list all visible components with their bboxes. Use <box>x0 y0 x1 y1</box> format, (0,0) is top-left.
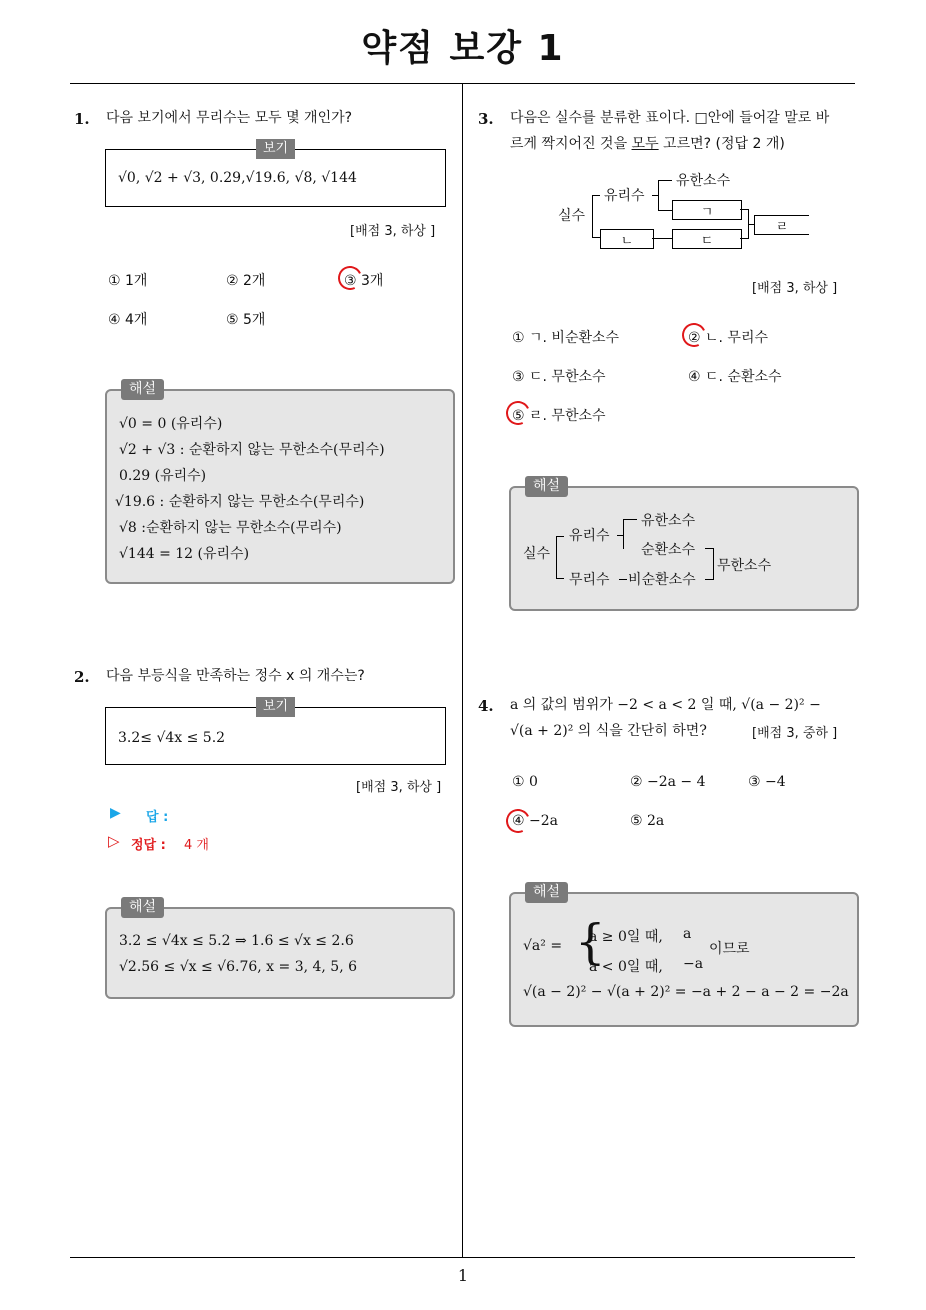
correct-label: 정답 : <box>131 838 166 853</box>
explanation-box <box>105 899 455 999</box>
choice-2[interactable]: ② −2a − 4 <box>630 774 706 790</box>
diagram-line <box>658 180 659 210</box>
diagram-line <box>652 238 672 239</box>
explanation-case-value: a <box>683 926 692 942</box>
choice-5[interactable]: ⑤ 5개 <box>226 312 266 328</box>
question-number: 3. <box>478 110 494 128</box>
bogi-label: 보기 <box>256 697 295 717</box>
choice-1[interactable]: ① 1개 <box>108 273 148 289</box>
explanation-label: 해설 <box>525 476 568 497</box>
blank-box: ㄴ <box>600 229 654 249</box>
bogi-box <box>105 141 446 207</box>
question-number: 2. <box>74 668 90 686</box>
score: [배점 3, 하상 ] <box>350 224 436 239</box>
explanation-box <box>509 884 859 1027</box>
explanation-box <box>105 381 455 584</box>
question-number: 1. <box>74 110 90 128</box>
diagram-line <box>658 180 672 181</box>
diagram-line <box>619 579 627 580</box>
diagram-label: 유한소수 <box>641 513 696 529</box>
explanation-line: √0 = 0 (유리수) <box>119 416 223 432</box>
explanation-case: a < 0일 때, <box>589 959 663 975</box>
answer-label: 답 : <box>146 810 169 825</box>
diagram-line <box>740 238 748 239</box>
explanation-case-value: −a <box>683 956 704 972</box>
diagram-label: 유리수 <box>604 188 645 204</box>
choice-4[interactable]: ④ 4개 <box>108 312 148 328</box>
question-number: 4. <box>478 697 494 715</box>
explanation-box <box>509 478 859 611</box>
question-text: 다음 보기에서 무리수는 모두 몇 개인가? <box>106 110 353 126</box>
diagram-line <box>705 579 713 580</box>
choice-5[interactable]: ⑤ 2a <box>630 813 665 829</box>
diagram-label: 유한소수 <box>676 173 731 189</box>
diagram-line <box>658 210 672 211</box>
diagram-line <box>592 195 593 237</box>
diagram-line <box>592 195 600 196</box>
diagram-label: 무한소수 <box>717 558 772 574</box>
choice-3[interactable]: ③ −4 <box>748 774 786 790</box>
diagram-line <box>705 548 713 549</box>
question-text-line-2: 르게 짝지어진 것을 모두 고르면? (정답 2 개) <box>510 136 785 152</box>
blank-box: ㄱ <box>672 200 742 220</box>
play-icon: ▶ <box>110 805 121 821</box>
bogi-label: 보기 <box>256 139 295 159</box>
bogi-content: 3.2≤ √4x ≤ 5.2 <box>118 730 226 746</box>
bogi-box <box>105 699 446 765</box>
diagram-line <box>623 519 637 520</box>
score: [배점 3, 하상 ] <box>356 780 442 795</box>
question-text: 다음은 실수를 분류한 표이다. □안에 들어갈 말로 바 <box>510 110 830 126</box>
explanation-text: 이므로 <box>709 941 750 957</box>
question-text-line-2: √(a + 2)² 의 식을 간단히 하면? <box>510 723 707 739</box>
choice-2[interactable]: ② 2개 <box>226 273 266 289</box>
diagram-label: 실수 <box>523 546 551 562</box>
explanation-lhs: √a² = <box>523 938 563 954</box>
diagram-label: 유리수 <box>569 528 610 544</box>
explanation-line: √144 = 12 (유리수) <box>119 546 250 562</box>
explanation-line: √2 + √3 : 순환하지 않는 무한소수(무리수) <box>119 442 385 458</box>
choice-3[interactable]: ③ 3개 <box>344 273 384 289</box>
diagram-line <box>740 209 748 210</box>
explanation-line: √2.56 ≤ √x ≤ √6.76, x = 3, 4, 5, 6 <box>119 959 358 975</box>
bogi-content: √0, √2 + √3, 0.29,√19.6, √8, √144 <box>118 170 357 186</box>
explanation-case: a ≥ 0일 때, <box>589 929 663 945</box>
explanation-line: 3.2 ≤ √4x ≤ 5.2 ⇒ 1.6 ≤ √x ≤ 2.6 <box>119 933 354 949</box>
explanation-label: 해설 <box>121 897 164 918</box>
diagram-label: 비순환소수 <box>628 572 696 588</box>
blank-box: ㄷ <box>672 229 742 249</box>
choice-4[interactable]: ④ ㄷ. 순환소수 <box>688 369 782 385</box>
page-number: 1 <box>457 1266 469 1285</box>
bottom-rule <box>70 1257 855 1258</box>
question-text: 다음 부등식을 만족하는 정수 x 의 개수는? <box>106 668 365 684</box>
choice-3[interactable]: ③ ㄷ. 무한소수 <box>512 369 606 385</box>
explanation-line: 0.29 (유리수) <box>119 468 207 484</box>
correct-value: 4 개 <box>184 838 209 853</box>
blank-box: ㄹ <box>754 215 809 235</box>
explanation-label: 해설 <box>525 882 568 903</box>
choice-5[interactable]: ⑤ ㄹ. 무한소수 <box>512 408 606 424</box>
choice-1[interactable]: ① ㄱ. 비순환소수 <box>512 330 620 346</box>
diagram-line <box>623 519 624 549</box>
diagram-label: 실수 <box>558 208 586 224</box>
explanation-line: √8 :순환하지 않는 무한소수(무리수) <box>119 520 342 536</box>
diagram-label: 순환소수 <box>641 542 696 558</box>
diagram-line <box>556 536 564 537</box>
explanation-line: √19.6 : 순환하지 않는 무한소수(무리수) <box>115 494 365 510</box>
question-text: a 의 값의 범위가 −2 < a < 2 일 때, √(a − 2)² − <box>510 697 821 713</box>
column-divider <box>462 84 463 1258</box>
score: [배점 3, 중하 ] <box>752 726 838 741</box>
selected-mark <box>503 806 534 837</box>
explanation-label: 해설 <box>121 379 164 400</box>
diagram-line <box>592 237 600 238</box>
choice-1[interactable]: ① 0 <box>512 774 538 790</box>
triangle-icon: ▷ <box>108 832 120 850</box>
brace-icon: { <box>575 914 606 970</box>
page-title: 약점 보강 1 <box>361 28 565 69</box>
explanation-line: √(a − 2)² − √(a + 2)² = −a + 2 − a − 2 = −2a <box>523 984 849 1000</box>
score: [배점 3, 하상 ] <box>752 281 838 296</box>
diagram-label: 무리수 <box>569 572 610 588</box>
diagram-line <box>713 548 714 580</box>
emphasis: 모두 <box>631 136 659 152</box>
choice-4[interactable]: ④ −2a <box>512 813 558 829</box>
diagram-line <box>556 536 557 578</box>
diagram-line <box>556 578 564 579</box>
choice-2[interactable]: ② ㄴ. 무리수 <box>688 330 768 346</box>
